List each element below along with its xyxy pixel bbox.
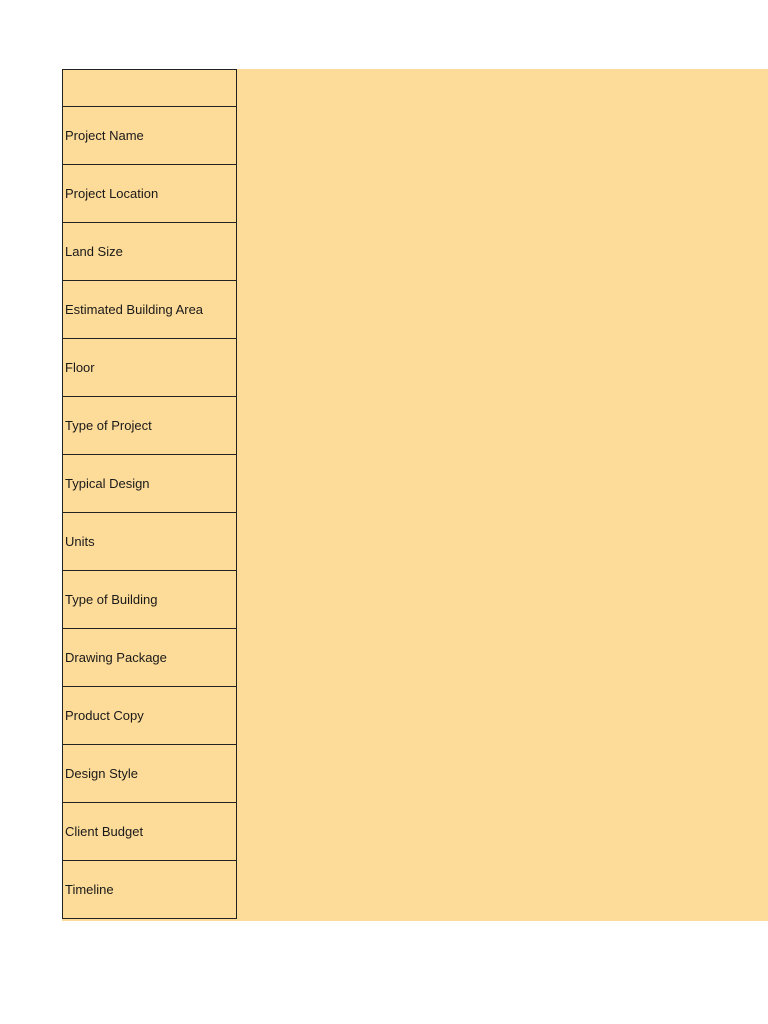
row-type-of-project [63, 396, 236, 454]
row-label: Client Budget [65, 824, 144, 839]
row-client-budget [63, 802, 236, 860]
row-label: Project Location [65, 186, 159, 201]
row-timeline [63, 860, 236, 918]
row-project-location [63, 164, 236, 222]
row-label: Typical Design [65, 476, 150, 491]
row-estimated-building-area [63, 280, 236, 338]
row-typical-design [63, 454, 236, 512]
row-project-name [63, 106, 236, 164]
header-cell [63, 69, 236, 106]
row-label: Drawing Package [65, 650, 167, 665]
row-label: Estimated Building Area [65, 302, 204, 317]
row-type-of-building [63, 570, 236, 628]
row-floor [63, 338, 236, 396]
row-label: Project Name [65, 128, 144, 143]
label-column [62, 69, 237, 919]
row-label: Units [65, 534, 95, 549]
row-land-size [63, 222, 236, 280]
row-label: Product Copy [65, 708, 144, 723]
row-design-style [63, 744, 236, 802]
row-label: Floor [65, 360, 95, 375]
row-label: Land Size [65, 244, 123, 259]
row-label: Timeline [65, 882, 114, 897]
row-label: Design Style [65, 766, 138, 781]
row-label: Type of Project [65, 418, 152, 433]
row-drawing-package [63, 628, 236, 686]
project-brief-sheet [62, 69, 768, 921]
row-product-copy [63, 686, 236, 744]
row-label: Type of Building [65, 592, 158, 607]
value-area[interactable] [237, 69, 768, 921]
row-units [63, 512, 236, 570]
